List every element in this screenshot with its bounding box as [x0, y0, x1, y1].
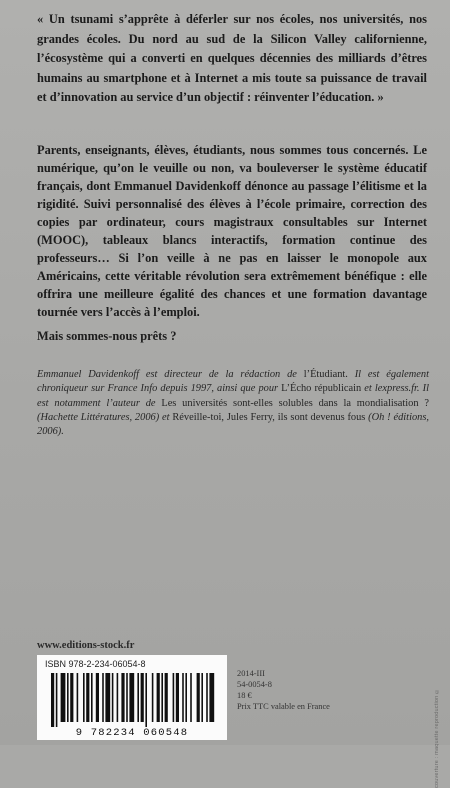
barcode-bar: [83, 673, 85, 722]
price-block: [237, 668, 330, 712]
barcode-icon: [43, 673, 221, 737]
barcode-bar: [176, 673, 179, 722]
barcode-bar: [56, 673, 58, 727]
bio-part: Il est également chroniqueur sur France Info depuis 1997, ainsi que pour: [37, 369, 429, 395]
barcode-bar: [70, 673, 73, 722]
barcode-bar: [161, 673, 163, 722]
barcode-bar: [121, 673, 124, 722]
barcode-bar: [152, 673, 154, 722]
bio-part: l’Étudiant.: [303, 369, 348, 380]
barcode-bar: [137, 673, 139, 722]
barcode-bar: [61, 673, 66, 722]
bio-part: et: [361, 383, 375, 395]
author-bio: [37, 368, 429, 439]
bio-part: (Oh ! éditions, 2006).: [37, 411, 429, 438]
barcode-bar: [67, 673, 69, 722]
barcode-bar: [126, 673, 128, 722]
barcode-bar: [201, 673, 203, 722]
barcode-bar: [102, 673, 104, 722]
barcode-bar: [145, 673, 147, 727]
barcode-bar: [185, 673, 187, 722]
cover-description: Parents, enseignants, élèves, étudiants, nous sommes tous concernés. Le numérique, qu’on le veuille ou non, va bouleverser le système éducatif français, dont Emmanuel Davidenkoff dénonce au passage l’élitisme et la rigidité. Suivi personnalisé des élèves à l’école primaire, correction des copies par ordinateur, cours magistraux consultables sur Internet (MOOC), tableaux blancs interactifs, formation continue des professeurs… Si l’on veille à ne pas en laisser le monopole aux Américains, cette véritable révolution sera extrêmement bénéfique : elle offrira une meilleure égalité des chances et une formation davantage tournée vers l’accès à l’emploi.: [37, 143, 427, 319]
edge-credit: couverture : maquette reproduction ©: [434, 687, 440, 788]
barcode-bar: [77, 673, 79, 722]
barcode-bar: [86, 673, 89, 722]
price-note: Prix TTC valable en France: [237, 702, 330, 711]
barcode-bar: [105, 673, 110, 722]
barcode-bar: [112, 673, 114, 722]
publisher-website: www.editions-stock.fr: [37, 640, 135, 651]
barcode-bar: [51, 673, 54, 727]
bio-part: (Hachette Littératures, 2006) et: [37, 411, 173, 423]
barcode-bar: [117, 673, 119, 722]
print-code: 2014-III: [237, 669, 265, 678]
bio-part: Il est notamment l’auteur de: [37, 383, 429, 409]
barcode-digits: 9 782234 060548: [75, 727, 189, 737]
barcode-bar: [91, 673, 93, 722]
bio-part: lexpress.fr.: [374, 383, 420, 395]
cover-description-question: Mais sommes-nous prêts ?: [37, 329, 177, 343]
bio-part: L’Écho républicain: [281, 383, 362, 395]
barcode-panel: [37, 655, 227, 740]
barcode-bar: [206, 673, 208, 722]
barcode-bar: [96, 673, 99, 722]
bio-part: Réveille-toi, Jules Ferry, ils sont devenus fous: [172, 411, 366, 423]
barcode-bar: [209, 673, 214, 722]
isbn-text: ISBN 978-2-234-06054-8: [45, 659, 146, 669]
product-code: 54-0054-8: [237, 680, 272, 689]
cover-quote: « Un tsunami s’apprête à déferler sur nos écoles, nos universités, nos grandes écoles. Du nord au sud de la Silicon Valley californienne, l’écosystème qui a converti en quelques décennies des milliards d’êtres humains au smartphone et à Internet a mis toute sa puissance de travail et d’innovation au service d’un objectif : réinventer l’éducation. »: [37, 12, 427, 104]
barcode-bar: [141, 673, 144, 722]
barcode-bar: [173, 673, 175, 722]
barcode-bar: [129, 673, 134, 722]
bio-part: Les universités sont-elles solubles dans la mondialisation ?: [161, 397, 429, 409]
barcode-bar: [197, 673, 200, 722]
bio-part: Emmanuel Davidenkoff est directeur de la rédaction de: [37, 369, 304, 380]
price: 18 €: [237, 691, 252, 700]
barcode-bar: [190, 673, 192, 722]
barcode-bar: [157, 673, 160, 722]
barcode-bar: [165, 673, 168, 722]
barcode-bar: [182, 673, 184, 722]
